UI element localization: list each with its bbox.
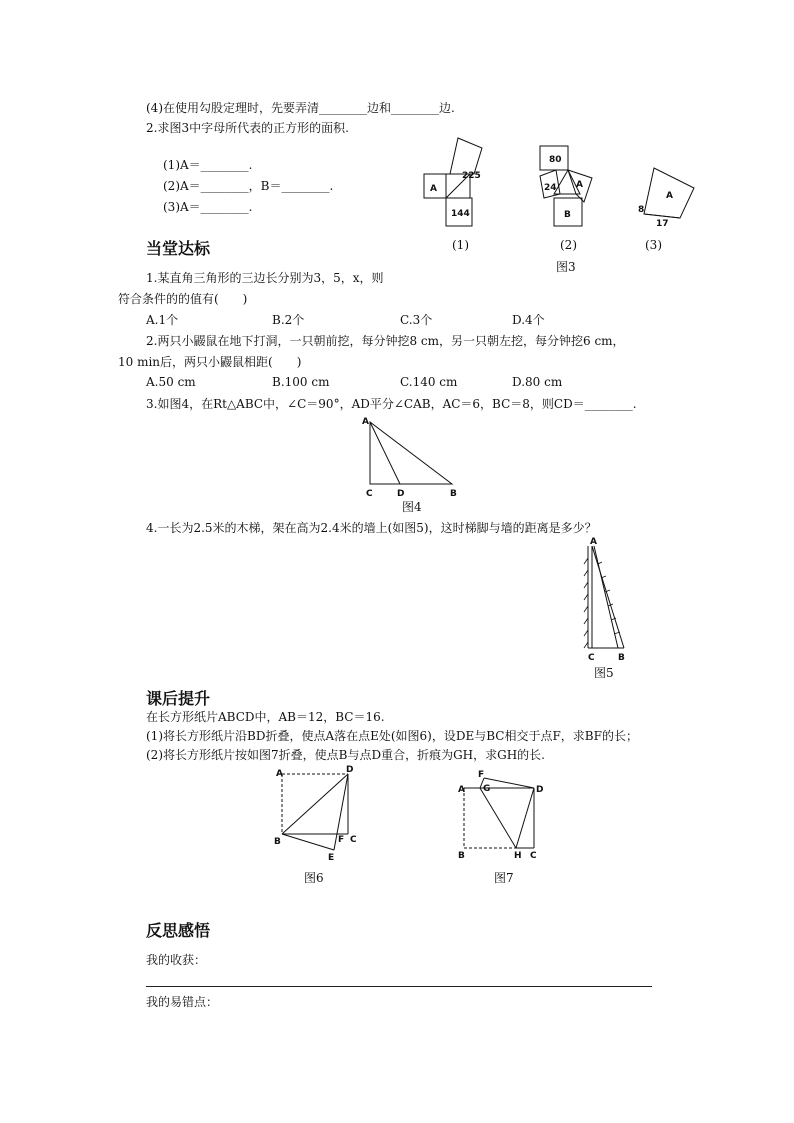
- fig3-2-label-b: B: [564, 210, 571, 220]
- section-title-after: 课后提升: [146, 689, 211, 708]
- practice-q4: 4.一长为2.5米的木梯，架在高为2.4米的墙上(如图5)，这时梯脚与墙的距离是多少？: [146, 521, 597, 535]
- fig4-label-b: B: [450, 489, 457, 499]
- reflect-gain-line: [146, 986, 652, 987]
- section-title-practice: 当堂达标: [146, 239, 211, 258]
- fig4-label-a: A: [362, 417, 369, 427]
- section-title-reflect: 反思感悟: [146, 921, 211, 940]
- fig7-label-c: C: [530, 851, 537, 861]
- practice-q2-option-d: D.80 cm: [512, 375, 563, 389]
- answer-2: (2)A＝________，B＝________.: [163, 179, 334, 193]
- fig6-label-c: C: [350, 835, 357, 845]
- fig3-2-label-24: 24: [544, 183, 557, 193]
- practice-q2-option-b: B.100 cm: [272, 375, 330, 389]
- practice-q3: 3.如图4，在Rt△ABC中，∠C＝90°，AD平分∠CAB，AC＝6，BC＝8，则CD＝________.: [146, 397, 637, 411]
- fig7-label-g: G: [483, 784, 491, 794]
- practice-q2-line1: 2.两只小鼹鼠在地下打洞，一只朝前挖，每分钟挖8 cm，另一只朝左挖，每分钟挖6 cm，: [146, 334, 625, 348]
- practice-q1-line2: 符合条件的的值有( ): [118, 292, 248, 306]
- fig5-label-c: C: [588, 653, 595, 663]
- fig3-1-label-a: A: [430, 184, 437, 194]
- after-part-2: (2)将长方形纸片按如图7折叠，使点B与点D重合，折痕为GH，求GH的长.: [146, 748, 545, 762]
- fig6-caption: 图6: [304, 871, 324, 885]
- fig3-caption: 图3: [556, 260, 576, 274]
- figure-6: [272, 766, 382, 866]
- practice-q1-option-c: C.3个: [400, 313, 433, 327]
- fig5-label-a: A: [590, 537, 597, 547]
- fig3-2-label-80: 80: [549, 155, 562, 165]
- after-part-1: (1)将长方形纸片沿BD折叠，使点A落在点E处(如图6)，设DE与BC相交于点F，求BF的长；: [146, 729, 638, 743]
- fig7-label-f: F: [478, 770, 485, 780]
- after-intro: 在长方形纸片ABCD中，AB＝12，BC＝16.: [146, 710, 385, 724]
- fig5-caption: 图5: [594, 666, 614, 680]
- fig3-3-label-8: 8: [638, 205, 645, 215]
- practice-q2-option-c: C.140 cm: [400, 375, 458, 389]
- fig3-3-label-a: A: [666, 191, 673, 201]
- fig6-label-e: E: [328, 853, 335, 863]
- review-q2: 2.求图3中字母所代表的正方形的面积.: [146, 121, 349, 135]
- practice-q1-option-b: B.2个: [272, 313, 305, 327]
- figure-3-3: [632, 160, 712, 250]
- fig3-sub-3: (3): [645, 238, 662, 252]
- fig4-label-c: C: [366, 489, 373, 499]
- fig4-label-d: D: [397, 489, 405, 499]
- fig6-label-d: D: [346, 765, 354, 775]
- fig3-1-label-225: 225: [462, 171, 481, 181]
- fig3-3-label-17: 17: [656, 219, 669, 229]
- figure-3-2: [536, 142, 616, 232]
- fig7-label-b: B: [458, 851, 465, 861]
- reflect-mistake-label: 我的易错点：: [146, 995, 219, 1009]
- fig7-label-a: A: [458, 785, 465, 795]
- fig6-label-b: B: [274, 837, 281, 847]
- answer-3: (3)A＝________.: [163, 200, 253, 214]
- reflect-gain-label: 我的收获：: [146, 953, 207, 967]
- figure-4: [360, 414, 470, 504]
- practice-q2-option-a: A.50 cm: [146, 375, 196, 389]
- fig3-sub-2: (2): [560, 238, 577, 252]
- figure-7: [456, 770, 556, 870]
- practice-q1-line1: 1.某直角三角形的三边长分别为3，5，x，则: [146, 271, 384, 285]
- figure-3-1: [420, 142, 520, 232]
- review-q4: (4)在使用勾股定理时，先要弄清________边和________边.: [146, 101, 455, 115]
- figure-5: [580, 538, 640, 668]
- fig4-caption: 图4: [402, 500, 422, 514]
- fig3-sub-1: (1): [452, 238, 469, 252]
- fig5-label-b: B: [618, 653, 625, 663]
- fig6-label-f: F: [338, 835, 345, 845]
- answer-1: (1)A＝________.: [163, 158, 253, 172]
- fig3-2-label-a: A: [576, 180, 583, 190]
- fig3-1-label-144: 144: [451, 209, 470, 219]
- practice-q1-option-a: A.1个: [146, 313, 179, 327]
- practice-q1-option-d: D.4个: [512, 313, 545, 327]
- fig7-label-d: D: [536, 785, 544, 795]
- fig6-label-a: A: [276, 769, 283, 779]
- fig7-caption: 图7: [494, 871, 514, 885]
- fig7-label-h: H: [514, 851, 522, 861]
- practice-q2-line2: 10 min后，两只小鼹鼠相距( ): [118, 355, 302, 369]
